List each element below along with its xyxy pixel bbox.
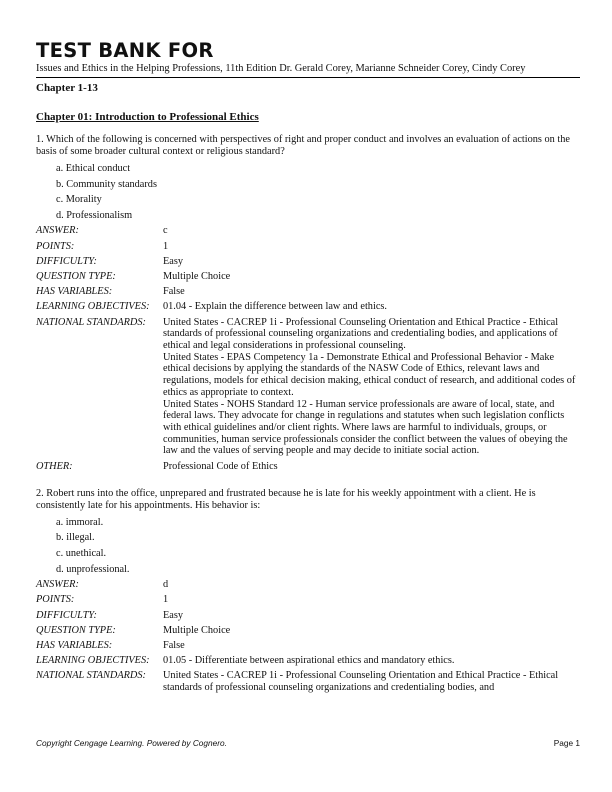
question-metadata xyxy=(36,223,580,474)
book-title: Issues and Ethics in the Helping Professions, 11th Edition Dr. Gerald Corey, Marianne Schneider Corey, Cindy Corey xyxy=(36,63,526,74)
other-label: OTHER: xyxy=(36,461,73,473)
learning-objectives-label: LEARNING OBJECTIVES: xyxy=(36,301,150,313)
question-stem: 2. Robert runs into the office, unprepared and frustrated because he is late for his weekly appointment with a client. He is consistently late for his appointments. His behavior is: xyxy=(36,488,536,512)
question-type-value: Multiple Choice xyxy=(163,270,231,282)
points-label: POINTS: xyxy=(36,240,75,252)
option-c: c. unethical. xyxy=(56,548,107,560)
option-c: c. Morality xyxy=(56,194,102,206)
has-variables-value: False xyxy=(163,286,185,298)
page-footer xyxy=(36,738,580,748)
answer-options xyxy=(56,161,580,223)
page-number: Page 1 xyxy=(553,738,580,748)
learning-objectives-value: 01.04 - Explain the difference between law and ethics. xyxy=(163,301,387,313)
header-divider xyxy=(36,77,580,78)
difficulty-label: DIFFICULTY: xyxy=(36,609,97,621)
answer-label: ANSWER: xyxy=(36,225,79,237)
question-type-value: Multiple Choice xyxy=(163,624,231,636)
national-standards-value xyxy=(163,315,580,459)
answer-options xyxy=(56,515,580,577)
other-value: Professional Code of Ethics xyxy=(163,461,278,473)
standard-cacrep: United States - CACREP 1i - Professional Counseling Orientation and Ethical Practice - Ethical standards of professional counseling organizations and credentialing bodies, and xyxy=(163,670,559,694)
answer-value: d xyxy=(163,579,169,591)
points-value: 1 xyxy=(163,240,169,252)
has-variables-label: HAS VARIABLES: xyxy=(36,286,113,298)
option-b: b. Community standards xyxy=(56,178,157,190)
national-standards-label: NATIONAL STANDARDS: xyxy=(36,670,146,682)
standard-epas: United States - EPAS Competency 1a - Demonstrate Ethical and Professional Behavior - Make ethical decisions by applying the standards of the NASW Code of Ethics, relevant laws and regulations, models for ethical decision making, ethical conduct of research, and additional codes of ethics as appropriate to context. xyxy=(163,351,576,398)
option-b: b. illegal. xyxy=(56,532,95,544)
chapter-range: Chapter 1-13 xyxy=(36,82,98,95)
difficulty-value: Easy xyxy=(163,255,184,267)
national-standards-value xyxy=(163,668,580,695)
difficulty-label: DIFFICULTY: xyxy=(36,255,97,267)
question-stem: 1. Which of the following is concerned with perspectives of right and proper conduct and involves an evaluation of actions on the basis of some broader cultural context or religious standard? xyxy=(36,134,570,158)
national-standards-label: NATIONAL STANDARDS: xyxy=(36,316,146,328)
copyright-notice: Copyright Cengage Learning. Powered by Cognero. xyxy=(36,738,227,748)
difficulty-value: Easy xyxy=(163,609,184,621)
option-d: d. unprofessional. xyxy=(56,563,130,575)
question-type-label: QUESTION TYPE: xyxy=(36,624,116,636)
test-bank-banner: TEST BANK FOR xyxy=(36,39,214,62)
learning-objectives-value: 01.05 - Differentiate between aspirational ethics and mandatory ethics. xyxy=(163,655,455,667)
option-a: a. immoral. xyxy=(56,516,104,528)
points-label: POINTS: xyxy=(36,594,75,606)
chapter-title: Chapter 01: Introduction to Professional Ethics xyxy=(36,111,259,124)
learning-objectives-label: LEARNING OBJECTIVES: xyxy=(36,655,150,667)
option-d: d. Professionalism xyxy=(56,209,133,221)
option-a: a. Ethical conduct xyxy=(56,163,131,174)
has-variables-label: HAS VARIABLES: xyxy=(36,640,113,652)
standard-cacrep: United States - CACREP 1i - Professional Counseling Orientation and Ethical Practice - Ethical standards of professional counseling organizations and credentialing bodies, and applications of ethical and legal considerations in professional counseling. xyxy=(163,316,559,351)
question-type-label: QUESTION TYPE: xyxy=(36,270,116,282)
answer-value: c xyxy=(163,225,168,237)
has-variables-value: False xyxy=(163,640,185,652)
answer-label: ANSWER: xyxy=(36,579,79,591)
question-metadata xyxy=(36,577,580,696)
question-2 xyxy=(36,488,580,696)
question-1 xyxy=(36,134,580,474)
document-page xyxy=(36,40,580,696)
points-value: 1 xyxy=(163,594,169,606)
standard-nohs: United States - NOHS Standard 12 - Human service professionals are aware of local, state, and federal laws. They advocate for change in regulations and statutes when such legislation conflicts with ethical guidelines and/or client rights. Where laws are harmful to individuals, groups, or communities, human service professionals consider the conflict between the values of obeying the law and the values of serving people and may decide to initiate social action. xyxy=(163,398,568,457)
